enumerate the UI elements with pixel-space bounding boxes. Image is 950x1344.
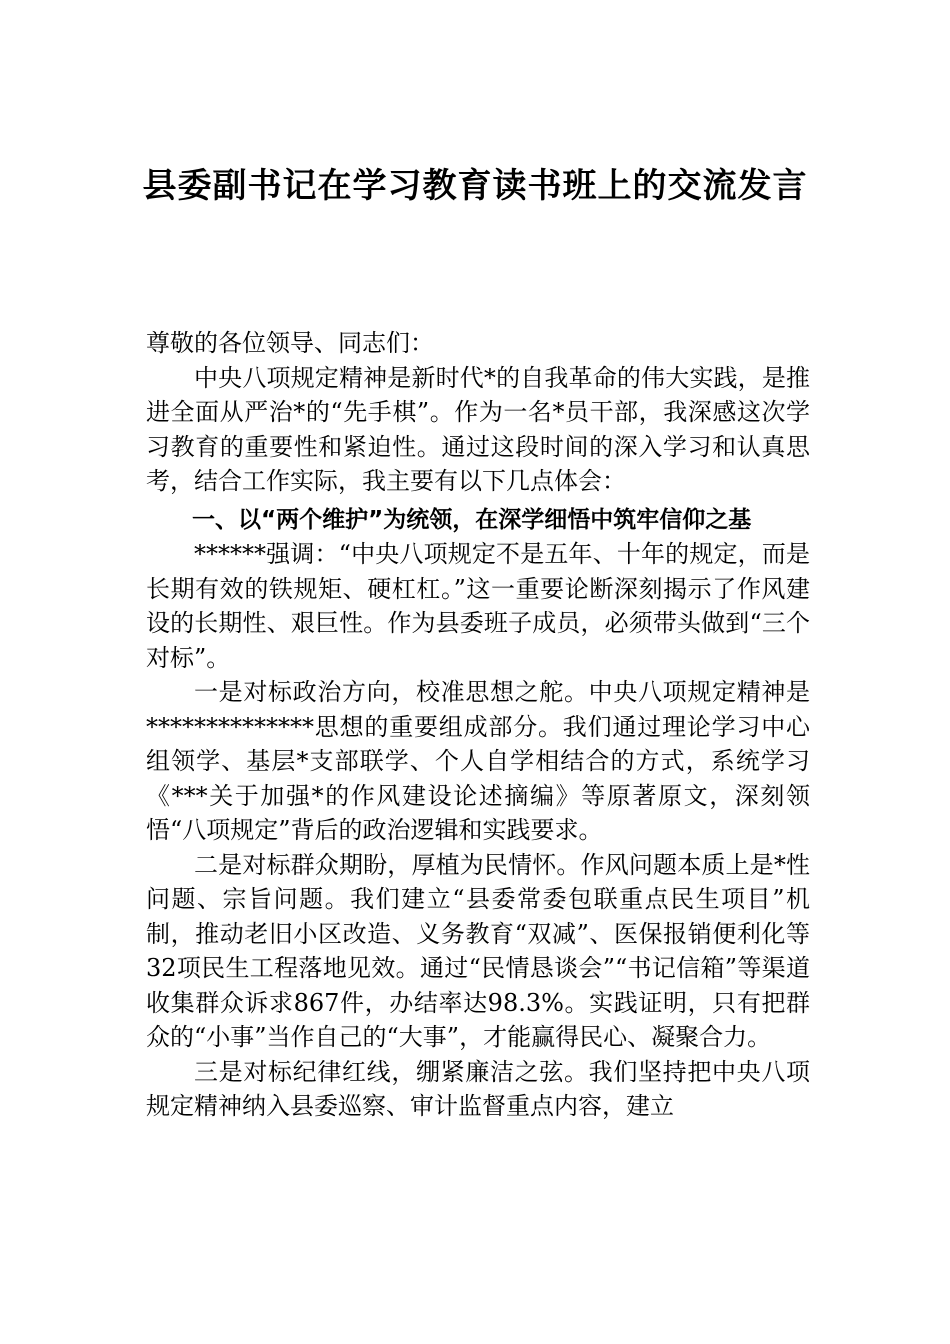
section-heading-1: 一、以“两个维护”为统领，在深学细悟中筑牢信仰之基 — [192, 506, 752, 533]
paragraph-point-2: 二是对标群众期盼，厚植为民情怀。作风问题本质上是*性问题、宗旨问题。我们建立“县委常委包联重点民生项目”机制，推动老旧小区改造、义务教育“双减”、医保报销便利化等32项民生工程落地见效。通过“民情恳谈会”“书记信箱”等渠道收集群众诉求867件，办结率达98.3%。实践证明，只有把群众的“小事”当作自己的“大事”，才能赢得民心、凝聚合力。 — [146, 850, 810, 1051]
document-title: 县委副书记在学习教育读书班上的交流发言 — [142, 166, 808, 206]
document-body — [146, 326, 810, 1124]
paragraph-point-1: 一是对标政治方向，校准思想之舵。中央八项规定精神是**************思想的重要组成部分。我们通过理论学习中心组领学、基层*支部联学、个人自学相结合的方式，系统学习《***关于加强*的作风建设论述摘编》等原著原文，深刻领悟“八项规定”背后的政治逻辑和实践要求。 — [146, 678, 810, 844]
salutation: 尊敬的各位领导、同志们： — [146, 329, 434, 357]
paragraph-quote: ******强调：“中央八项规定不是五年、十年的规定，而是长期有效的铁规矩、硬杠杠。”这一重要论断深刻揭示了作风建设的长期性、艰巨性。作为县委班子成员，必须带头做到“三个对标”。 — [146, 540, 810, 672]
paragraph-point-3: 三是对标纪律红线，绷紧廉洁之弦。我们坚持把中央八项规定精神纳入县委巡察、审计监督重点内容，建立 — [146, 1057, 810, 1120]
paragraph-intro: 中央八项规定精神是新时代*的自我革命的伟大实践，是推进全面从严治*的“先手棋”。作为一名*员干部，我深感这次学习教育的重要性和紧迫性。通过这段时间的深入学习和认真思考，结合工作实际，我主要有以下几点体会： — [146, 363, 810, 495]
